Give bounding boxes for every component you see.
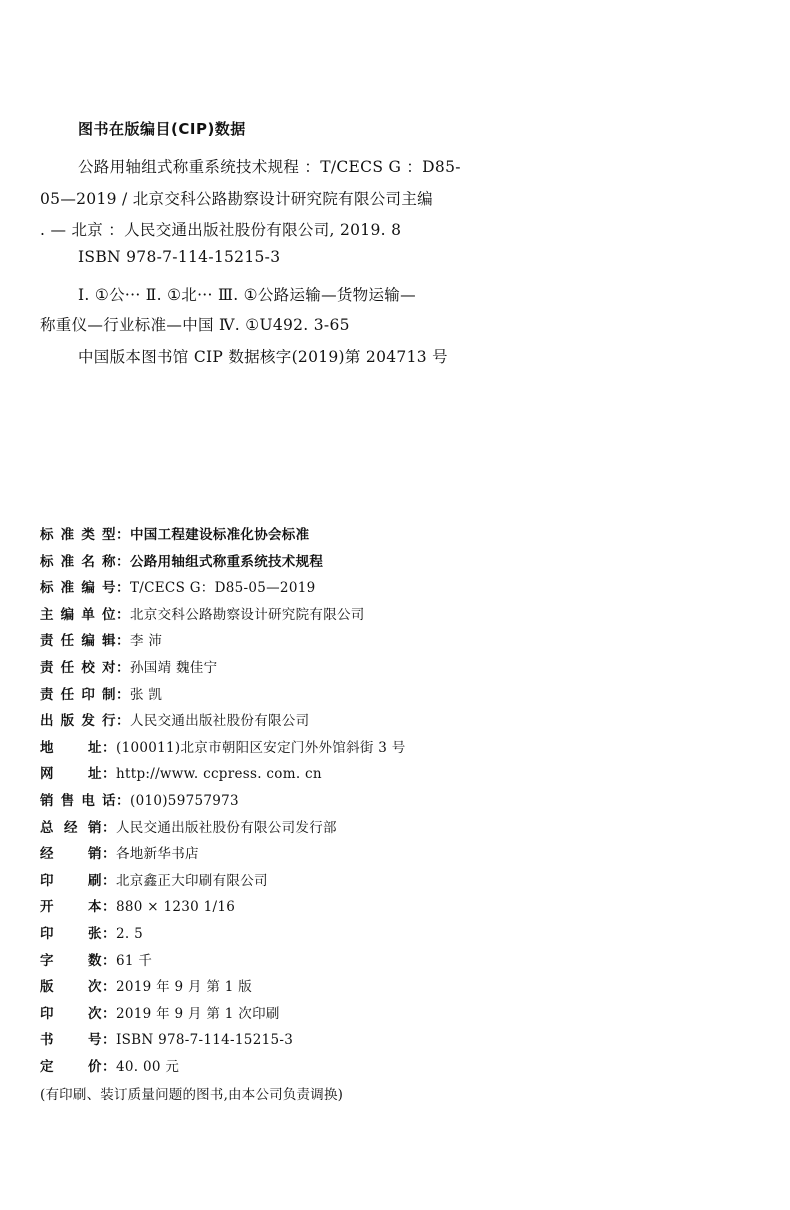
spec-row <box>40 948 406 975</box>
cip-line: 中国版本图书馆 CIP 数据核字(2019)第 204713 号 <box>78 348 448 366</box>
spec-row <box>40 682 406 709</box>
spec-label: 印张 <box>40 925 102 942</box>
spec-value: 孙国靖 魏佳宁 <box>130 659 218 676</box>
spec-row <box>40 575 406 602</box>
spec-value: 中国工程建设标准化协会标准 <box>130 527 310 543</box>
spec-value: (100011)北京市朝阳区安定门外外馆斜街 3 号 <box>116 739 406 756</box>
cip-line: 称重仪—行业标准—中国 Ⅳ. ①U492. 3-65 <box>40 316 350 334</box>
cip-line: ISBN 978-7-114-15215-3 <box>78 248 281 266</box>
spec-colon: ： <box>102 925 116 942</box>
spec-colon: ： <box>102 979 116 996</box>
spec-colon: ： <box>116 606 130 623</box>
spec-colon: ： <box>102 899 116 916</box>
spec-value: 北京交科公路勘察设计研究院有限公司 <box>130 606 365 623</box>
spec-row <box>40 921 406 948</box>
spec-row <box>40 1027 406 1054</box>
spec-row <box>40 655 406 682</box>
spec-row <box>40 974 406 1001</box>
spec-row <box>40 522 406 549</box>
spec-colon: ： <box>102 1032 116 1049</box>
spec-value: 2. 5 <box>116 925 143 942</box>
cip-line: Ⅰ. ①公··· Ⅱ. ①北··· Ⅲ. ①公路运输—货物运输— <box>78 286 416 304</box>
spec-row <box>40 815 406 842</box>
spec-label: 经销 <box>40 846 102 863</box>
spec-label: 标准编号 <box>40 580 116 597</box>
spec-colon: ： <box>102 872 116 889</box>
spec-value: http://www. ccpress. com. cn <box>116 766 322 783</box>
spec-label: 标准类型 <box>40 527 116 543</box>
spec-value: 880 × 1230 1/16 <box>116 899 236 916</box>
spec-colon: ： <box>102 1058 116 1075</box>
spec-label: 出版发行 <box>40 713 116 730</box>
spec-colon: ： <box>116 713 130 730</box>
cip-line: . — 北京 ：人民交通出版社股份有限公司, 2019. 8 <box>40 221 402 239</box>
spec-label: 网址 <box>40 766 102 783</box>
spec-value: 2019 年 9 月 第 1 版 <box>116 979 253 996</box>
spec-value: 2019 年 9 月 第 1 次印刷 <box>116 1005 280 1022</box>
spec-row <box>40 1054 406 1081</box>
spec-row <box>40 868 406 895</box>
spec-label: 版次 <box>40 979 102 996</box>
spec-label: 字数 <box>40 952 102 969</box>
spec-label: 印刷 <box>40 872 102 889</box>
spec-colon: ： <box>102 739 116 756</box>
spec-label: 总经销 <box>40 819 102 836</box>
spec-label: 责任印制 <box>40 686 116 703</box>
spec-label: 开本 <box>40 899 102 916</box>
spec-value: ISBN 978-7-114-15215-3 <box>116 1032 294 1049</box>
spec-colon: ： <box>116 527 130 543</box>
cip-title: 图书在版编目(CIP)数据 <box>78 120 246 138</box>
spec-value: (010)59757973 <box>130 792 239 809</box>
cip-line: 公路用轴组式称重系统技术规程 ：T/CECS G ：D85- <box>78 158 461 176</box>
spec-colon: ： <box>116 580 130 597</box>
spec-value: 人民交通出版社股份有限公司 <box>130 713 310 730</box>
spec-row <box>40 1001 406 1028</box>
spec-colon: ： <box>102 846 116 863</box>
spec-value: 人民交通出版社股份有限公司发行部 <box>116 819 337 836</box>
spec-row <box>40 708 406 735</box>
spec-label: 地址 <box>40 739 102 756</box>
spec-value: 李 沛 <box>130 633 163 650</box>
spec-value: 各地新华书店 <box>116 846 199 863</box>
spec-row <box>40 628 406 655</box>
spec-row <box>40 549 406 576</box>
spec-colon: ： <box>116 659 130 676</box>
spec-label: 印次 <box>40 1005 102 1022</box>
spec-colon: ： <box>102 952 116 969</box>
spec-label: 书号 <box>40 1032 102 1049</box>
spec-value: 40. 00 元 <box>116 1058 180 1075</box>
spec-row <box>40 761 406 788</box>
spec-colon: ： <box>102 1005 116 1022</box>
spec-row <box>40 735 406 762</box>
publication-specs <box>40 522 406 1080</box>
spec-label: 责任校对 <box>40 659 116 676</box>
spec-colon: ： <box>116 792 130 809</box>
spec-value: 61 千 <box>116 952 153 969</box>
spec-label: 标准名称 <box>40 553 116 570</box>
spec-label: 定价 <box>40 1058 102 1075</box>
spec-colon: ： <box>102 819 116 836</box>
spec-colon: ： <box>102 766 116 783</box>
footnote: (有印刷、装订质量问题的图书,由本公司负责调换) <box>40 1087 344 1103</box>
spec-value: T/CECS G：D85-05—2019 <box>130 580 316 597</box>
cip-line: 05—2019 / 北京交科公路勘察设计研究院有限公司主编 <box>40 190 433 208</box>
spec-value: 北京鑫正大印刷有限公司 <box>116 872 268 889</box>
spec-value: 公路用轴组式称重系统技术规程 <box>130 553 324 570</box>
spec-colon: ： <box>116 633 130 650</box>
spec-row <box>40 841 406 868</box>
spec-label: 责任编辑 <box>40 633 116 650</box>
spec-colon: ： <box>116 686 130 703</box>
spec-row <box>40 602 406 629</box>
spec-colon: ： <box>116 553 130 570</box>
spec-label: 主编单位 <box>40 606 116 623</box>
spec-row <box>40 894 406 921</box>
spec-row <box>40 788 406 815</box>
spec-value: 张 凯 <box>130 686 163 703</box>
spec-label: 销售电话 <box>40 792 116 809</box>
